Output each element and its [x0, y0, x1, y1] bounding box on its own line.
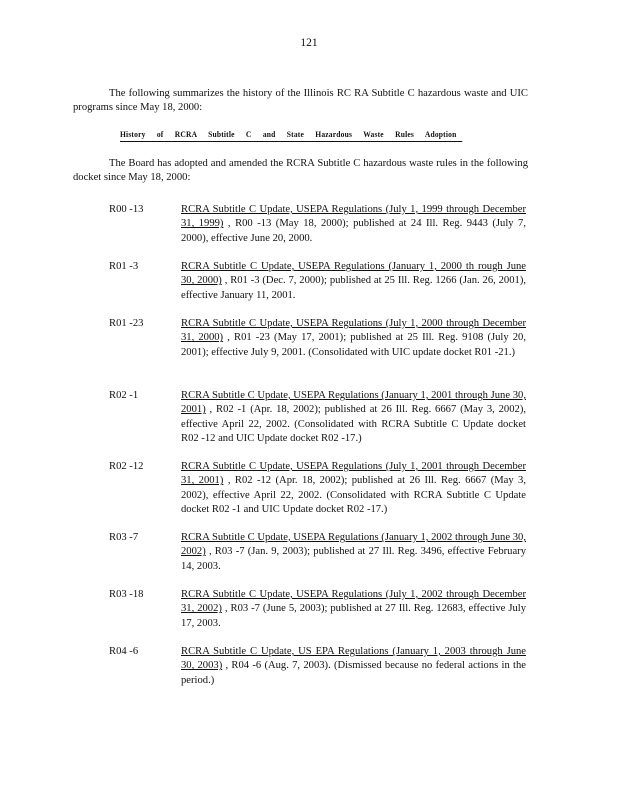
docket-description [181, 645, 526, 688]
intro-paragraph: The following summarizes the history of the Illinois RC RA Subtitle C hazardous waste and UIC programs since May 18, 2000: [73, 88, 528, 114]
docket-details: , R03 -7 (Jan. 9, 2003); published at 27 Ill. Reg. 3496, effective February 14, 2003. [181, 546, 526, 572]
docket-label: R03 -18 [109, 589, 144, 600]
docket-description [181, 203, 526, 246]
docket-description [181, 389, 526, 446]
docket-label: R02 -1 [109, 390, 139, 401]
docket-description [181, 531, 526, 574]
docket-details: , R02 -12 (Apr. 18, 2002); published at 26 Ill. Reg. 6667 (May 3, 2002), effective April 22, 2002. (Consolidated with RCRA Subtitle C Update docket R02 -1 and UIC Update docket R02 -17.) [181, 475, 527, 515]
docket-title: RCRA Subtitle C Update, USEPA Regulations (July 1, 1999 through December 31, 1999) [181, 204, 526, 230]
docket-label: R00 -13 [109, 204, 144, 215]
docket-title: RCRA Subtitle C Update, USEPA Regulations (January 1, 2001 through June 30, 2001) [181, 390, 526, 416]
docket-label: R01 -23 [109, 318, 144, 329]
docket-description [181, 317, 526, 360]
docket-description [181, 260, 526, 303]
section-heading: History of RCRA Subtitle C and State Hazardous Waste Rules Adoption [120, 129, 462, 142]
docket-title: RCRA Subtitle C Update, USEPA Regulations (January 1, 2002 through June 30, 2002) [181, 532, 526, 558]
docket-label: R04 -6 [109, 646, 139, 657]
docket-label: R02 -12 [109, 461, 144, 472]
docket-description [181, 588, 526, 631]
docket-details: , R01 -23 (May 17, 2001); published at 25 Ill. Reg. 9108 (July 20, 2001); effective July 9, 2001. (Consolidated with UIC update docket R01 -21.) [181, 332, 526, 358]
docket-details: , R00 -13 (May 18, 2000); published at 24 Ill. Reg. 9443 (July 7, 2000), effective June 20, 2000. [181, 218, 527, 244]
docket-title: RCRA Subtitle C Update, USEPA Regulations (July 1, 2001 through December 31, 2001) [181, 461, 526, 487]
docket-details: , R03 -7 (June 5, 2003); published at 27 Ill. Reg. 12683, effective July 17, 2003. [181, 603, 527, 629]
docket-details: , R02 -1 (Apr. 18, 2002); published at 26 Ill. Reg. 6667 (May 3, 2002), effective April 22, 2002. (Consolidated with RCRA Subtitle C Update docket R02 -12 and UIC Update docket R02 -17.) [181, 404, 526, 444]
docket-label: R01 -3 [109, 261, 139, 272]
docket-title: RCRA Subtitle C Update, US EPA Regulations (January 1, 2003 through June 30, 2003) [181, 646, 526, 672]
page-number: 121 [300, 37, 318, 49]
docket-description [181, 460, 526, 517]
docket-title: RCRA Subtitle C Update, USEPA Regulations (July 1, 2002 through December 31, 2002) [181, 589, 526, 615]
docket-details: , R01 -3 (Dec. 7, 2000); published at 25 Ill. Reg. 1266 (Jan. 26, 2001), effective January 11, 2001. [181, 275, 527, 301]
docket-label: R03 -7 [109, 532, 139, 543]
docket-details: , R04 -6 (Aug. 7, 2003). (Dismissed because no federal actions in the period.) [181, 660, 526, 686]
docket-title: RCRA Subtitle C Update, USEPA Regulations (January 1, 2000 th rough June 30, 2000) [181, 261, 526, 287]
docket-title: RCRA Subtitle C Update, USEPA Regulations (July 1, 2000 through December 31, 2000) [181, 318, 526, 344]
board-paragraph: The Board has adopted and amended the RCRA Subtitle C hazardous waste rules in the following docket since May 18, 2000: [73, 158, 528, 184]
